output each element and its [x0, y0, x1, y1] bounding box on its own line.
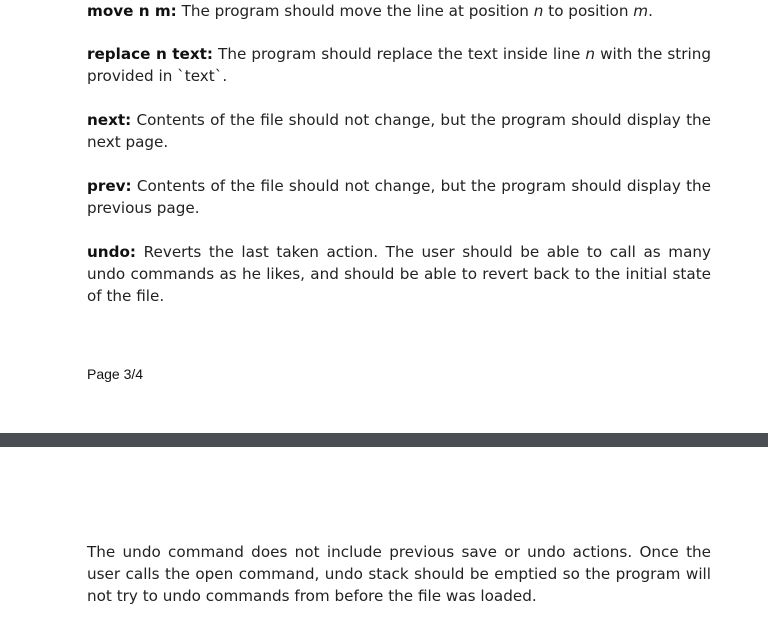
move-var-n: n — [533, 2, 544, 20]
command-term-replace: replace n text: — [87, 45, 213, 63]
move-text-part-3: . — [648, 2, 653, 20]
command-prev-description — [87, 175, 711, 219]
command-term-move: move n m: — [87, 2, 177, 20]
command-replace-description — [87, 43, 711, 87]
command-term-undo: undo: — [87, 243, 137, 261]
command-move-description — [87, 0, 711, 22]
next-text: Contents of the file should not change, but the program should display the next page. — [87, 111, 711, 151]
replace-text-part-2: with the string provided in `text`. — [87, 45, 711, 85]
page-separator — [0, 433, 768, 447]
move-text-part-1: The program should move the line at position — [176, 2, 534, 20]
page-number: Page 3/4 — [87, 366, 144, 382]
prev-text: Contents of the file should not change, but the program should display the previous page. — [87, 177, 711, 217]
replace-text-part-1: The program should replace the text inside line — [212, 45, 586, 63]
command-term-prev: prev: — [87, 177, 132, 195]
replace-var-n: n — [585, 45, 596, 63]
move-text-part-2: to position — [543, 2, 634, 20]
undo-note-paragraph: The undo command does not include previous save or undo actions. Once the user calls the open command, undo stack should be emptied so the program will not try to undo commands from before the file was loaded. — [87, 543, 711, 605]
command-undo-description — [87, 241, 711, 307]
command-next-description — [87, 109, 711, 153]
move-var-m: m — [633, 2, 649, 20]
document-page-4 — [0, 447, 768, 621]
undo-text: Reverts the last taken action. The user should be able to call as many undo commands as he likes, and should be able to revert back to the initial state of the file. — [87, 243, 711, 305]
command-term-next: next: — [87, 111, 132, 129]
